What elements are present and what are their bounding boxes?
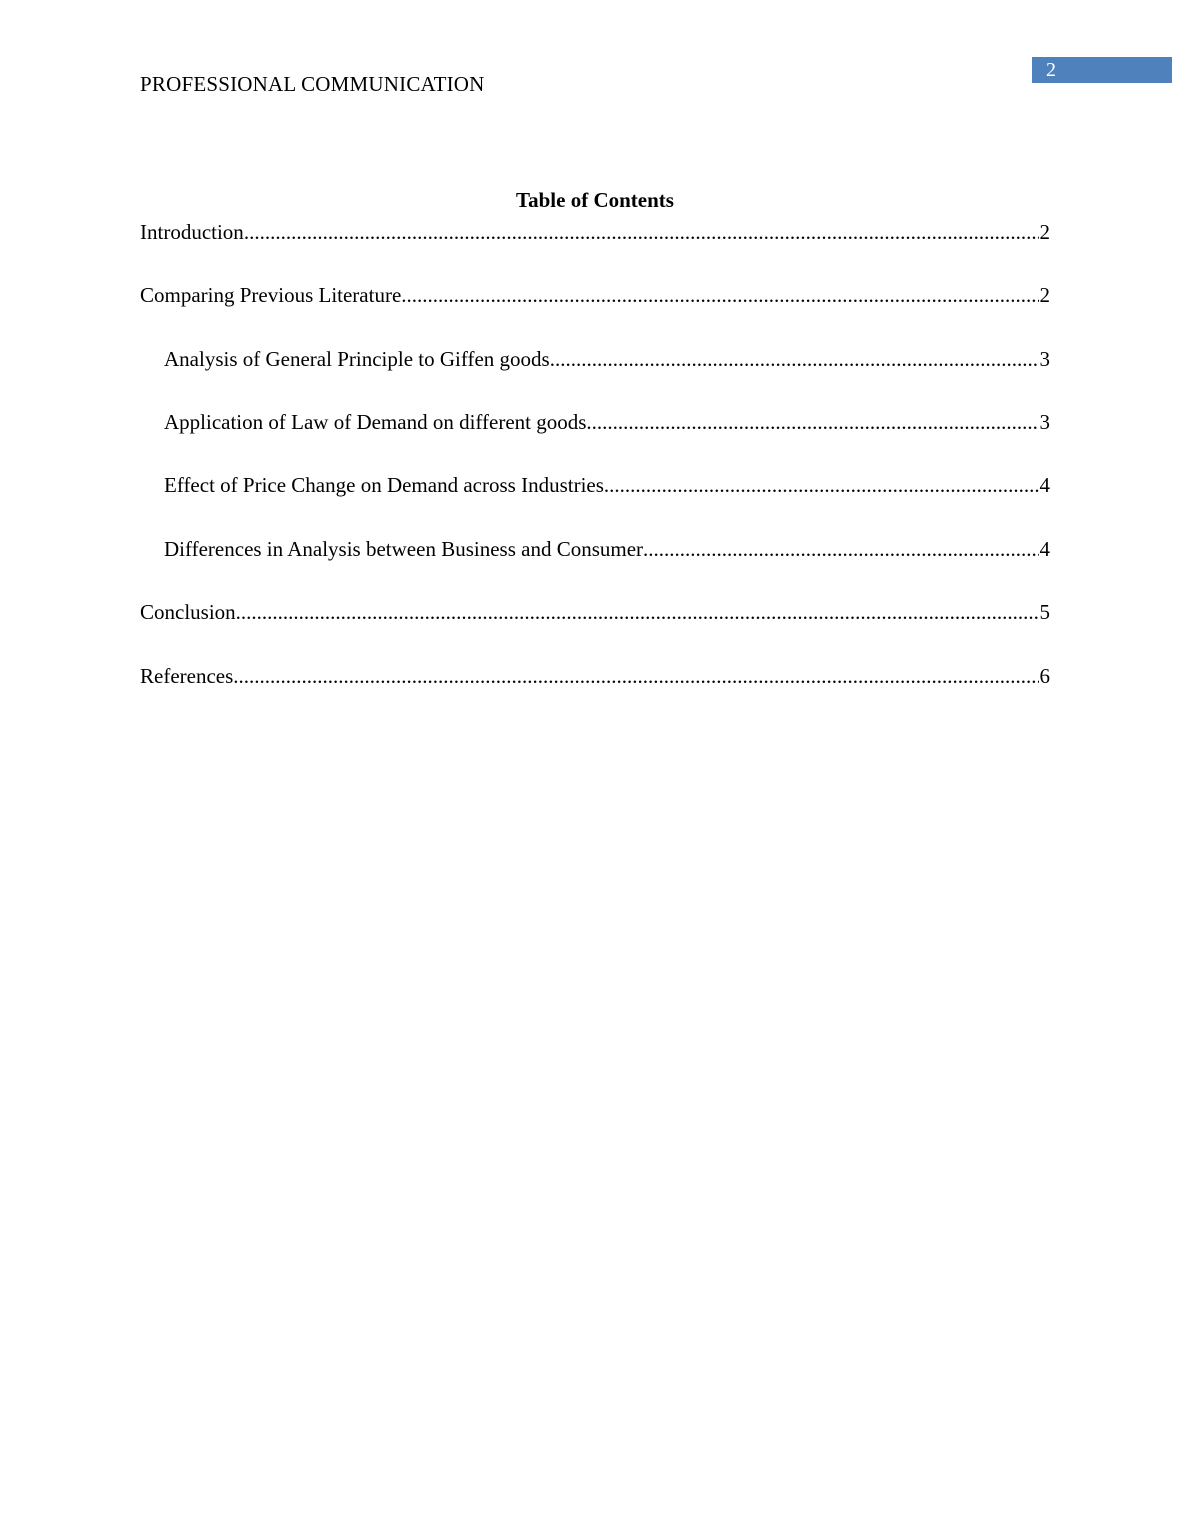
toc-entry-page: 5	[1039, 600, 1050, 624]
page-number-badge	[1032, 57, 1172, 83]
toc-entry-page: 2	[1039, 283, 1050, 307]
toc-entry-label: References	[140, 664, 234, 688]
toc-dot-leader	[643, 535, 1038, 563]
toc-entry-giffen-goods[interactable]	[140, 345, 1050, 373]
toc-entry-conclusion[interactable]	[140, 598, 1050, 626]
toc-entry-label: Conclusion	[140, 600, 236, 624]
toc-dot-leader	[401, 281, 1038, 309]
toc-entry-comparing-previous-literature[interactable]	[140, 281, 1050, 309]
toc-dot-leader	[586, 408, 1038, 436]
toc-entry-page: 4	[1039, 537, 1050, 561]
toc-dot-leader	[244, 218, 1039, 246]
toc-entry-page: 4	[1039, 473, 1050, 497]
toc-dot-leader	[233, 662, 1038, 690]
toc-dot-leader	[604, 471, 1039, 499]
toc-entry-introduction[interactable]	[140, 218, 1050, 246]
toc-entry-references[interactable]	[140, 662, 1050, 690]
toc-entry-label: Introduction	[140, 220, 244, 244]
toc-entry-label: Comparing Previous Literature	[140, 283, 402, 307]
toc-entry-law-of-demand[interactable]	[140, 408, 1050, 436]
toc-entry-label: Analysis of General Principle to Giffen goods	[164, 347, 550, 371]
toc-entry-page: 3	[1039, 347, 1050, 371]
toc-entry-price-change[interactable]	[140, 471, 1050, 499]
toc-entry-label: Application of Law of Demand on different goods	[164, 410, 587, 434]
toc-entry-page: 2	[1039, 220, 1050, 244]
toc-entry-page: 6	[1039, 664, 1050, 688]
toc-dot-leader	[236, 598, 1039, 626]
running-header-title: PROFESSIONAL COMMUNICATION	[140, 72, 485, 96]
toc-heading: Table of Contents	[516, 188, 674, 212]
toc-dot-leader	[550, 345, 1039, 373]
toc-entry-label: Effect of Price Change on Demand across Industries	[164, 473, 604, 497]
toc-entry-business-consumer[interactable]	[140, 535, 1050, 563]
toc-entry-label: Differences in Analysis between Business and Consumer	[164, 537, 644, 561]
page-number: 2	[1046, 59, 1056, 81]
toc-entry-page: 3	[1039, 410, 1050, 434]
